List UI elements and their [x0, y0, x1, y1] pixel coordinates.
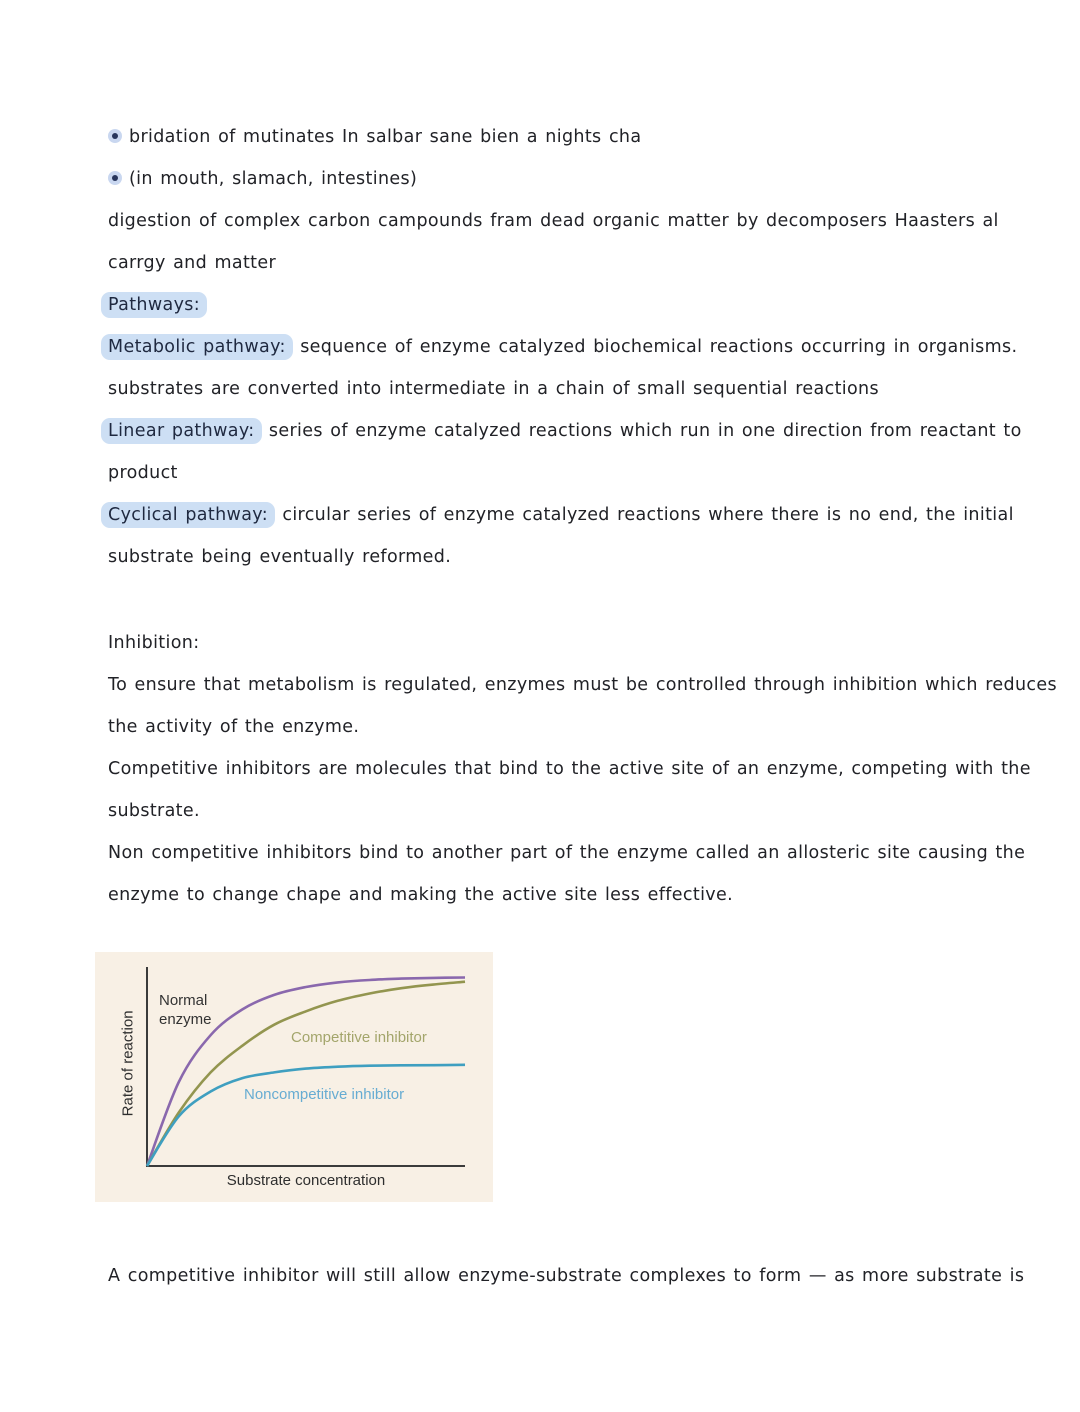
text-line	[108, 326, 1018, 368]
series-label-noncompetitive-inhibitor: Noncompetitive inhibitor	[244, 1086, 405, 1103]
x-axis-label: Substrate concentration	[226, 1172, 386, 1189]
text-line	[108, 790, 980, 832]
text-line	[108, 1255, 1025, 1297]
text-line	[108, 664, 1057, 706]
bullet-icon	[108, 171, 122, 185]
series-label-competitive-inhibitor: Competitive inhibitor	[291, 1029, 427, 1046]
text-segment: the activity of the enzyme.	[108, 717, 360, 737]
text-line	[108, 452, 980, 494]
spacer	[108, 578, 980, 622]
text-line	[108, 706, 980, 748]
text-line	[108, 410, 1022, 452]
y-axis-label: Rate of reaction	[119, 1010, 137, 1117]
highlighted-term: Pathways:	[101, 292, 207, 318]
text-segment: series of enzyme catalyzed reactions which run in one direction from reactant to	[261, 421, 1022, 441]
text-line	[108, 748, 1031, 790]
inhibition-chart	[95, 952, 493, 1202]
highlighted-term: Cyclical pathway:	[101, 502, 275, 528]
text-segment: (in mouth, slamach, intestines)	[129, 169, 418, 189]
text-line	[108, 874, 980, 916]
text-segment: Non competitive inhibitors bind to another part of the enzyme called an allosteric site causing the	[108, 843, 1026, 863]
text-line	[108, 536, 980, 578]
curve-noncompetitive-inhibitor	[147, 1065, 465, 1166]
text-line	[108, 494, 1014, 536]
text-segment: To ensure that metabolism is regulated, enzymes must be controlled through inhibition which reduces	[108, 675, 1057, 695]
text-line	[108, 368, 980, 410]
text-segment: Inhibition:	[108, 633, 200, 653]
bullet-line	[108, 158, 980, 200]
text-line	[108, 622, 980, 664]
text-line	[108, 242, 980, 284]
text-line	[108, 200, 999, 242]
bullet-line	[108, 116, 980, 158]
notes-body	[108, 116, 1057, 1297]
text-segment: sequence of enzyme catalyzed biochemical reactions occurring in organisms.	[292, 337, 1018, 357]
text-segment: substrate being eventually reformed.	[108, 547, 452, 567]
bullet-icon	[108, 129, 122, 143]
text-segment: enzyme to change chape and making the active site less effective.	[108, 885, 734, 905]
text-line	[108, 284, 980, 326]
text-segment: product	[108, 463, 178, 483]
text-segment: substrates are converted into intermediate in a chain of small sequential reactions	[108, 379, 879, 399]
chart-svg	[95, 952, 493, 1202]
text-segment: carrgy and matter	[108, 253, 277, 273]
text-line	[108, 832, 1026, 874]
highlighted-term: Linear pathway:	[101, 418, 262, 444]
text-segment: Competitive inhibitors are molecules that bind to the active site of an enzyme, competing with the	[108, 759, 1031, 779]
highlighted-term: Metabolic pathway:	[101, 334, 293, 360]
series-label-normal-enzyme: Normal enzyme	[159, 992, 212, 1028]
text-segment: bridation of mutinates In salbar sane bien a nights cha	[129, 127, 642, 147]
text-segment: substrate.	[108, 801, 200, 821]
text-segment: digestion of complex carbon campounds fram dead organic matter by decomposers Haasters al	[108, 211, 999, 231]
text-segment: A competitive inhibitor will still allow enzyme-substrate complexes to form — as more substrate is	[108, 1266, 1025, 1286]
text-segment: circular series of enzyme catalyzed reactions where there is no end, the initial	[274, 505, 1014, 525]
